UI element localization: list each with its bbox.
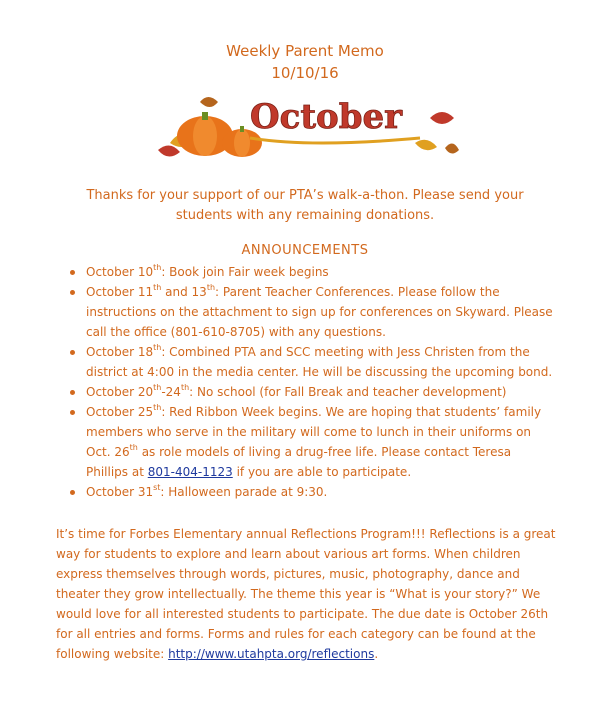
bullet-icon [70,290,75,295]
list-item: October 31st: Halloween parade at 9:30. [56,482,556,502]
phone-link[interactable]: 801-404-1123 [147,465,233,479]
list-item: October 20th-24th: No school (for Fall Break and teacher development) [56,382,556,402]
intro-line-1: Thanks for your support of our PTA’s walk-a-thon. Please send your [86,188,524,203]
leaf-icon [430,112,454,124]
bullet-icon [70,270,75,275]
bullet-icon [70,390,75,395]
leaf-icon [445,143,459,153]
announcements-heading: ANNOUNCEMENTS [241,243,369,258]
list-item: October 25th: Red Ribbon Week begins. We are hoping that students’ family members who serve in the military will come to lunch in their uniforms on Oct. 26th as role models of living a drug-free life. Please contact Teresa Phillips at 801-404-1123 if you are able to participate. [56,402,556,482]
list-item: October 10th: Book join Fair week begins [56,262,556,282]
memo-date: 10/10/16 [271,64,339,82]
leaf-icon [415,140,437,150]
announcements-list [56,262,556,502]
reflections-paragraph: It’s time for Forbes Elementary annual Reflections Program!!! Reflections is a great way for students to explore and learn about various art forms. When children express themselves through words, pictures, music, photography, dance and theater they grow intellectually. The theme this year is “What is your story?” We would love for all interested students to participate. The due date is October 26th for all entries and forms. Forms and rules for each category can be found at the following website: http://www.utahpta.org/reflections. [56,527,556,661]
reflections-link[interactable]: http://www.utahpta.org/reflections [168,647,375,661]
banner-word: October [250,97,403,137]
list-item: October 11th and 13th: Parent Teacher Conferences. Please follow the instructions on the attachment to sign up for conferences on Skyward. Please call the office (801-610-8705) with any questions. [56,282,556,342]
bullet-icon [70,490,75,495]
leaf-icon [200,97,218,107]
bullet-icon [70,410,75,415]
bullet-icon [70,350,75,355]
list-item: October 18th: Combined PTA and SCC meeting with Jess Christen from the district at 4:00 in the media center. He will be discussing the upcoming bond. [56,342,556,382]
october-banner-image [150,88,460,163]
intro-line-2: students with any remaining donations. [175,208,435,223]
leaf-icon [158,145,180,156]
memo-title: Weekly Parent Memo [226,42,384,60]
